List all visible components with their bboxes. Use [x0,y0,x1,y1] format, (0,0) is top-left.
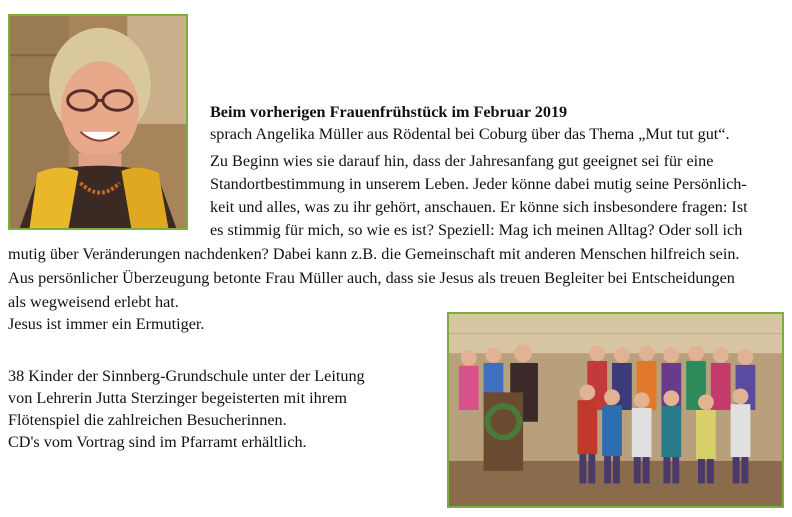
article-line-6: mutig über Veränderungen nachdenken? Dabei kann z.B. die Gemeinschaft mit anderen Menschen hilfreich sein. [8,245,740,263]
article-line-2-text: Zu Beginn wies sie darauf hin, dass der Jahresanfang gut geeignet sei für eine [210,152,714,170]
article-line-3: Standortbestimmung in unserem Leben. Jeder könne dabei mutig seine Persönlich- [210,175,747,193]
concert-line-1: 38 Kinder der Sinnberg-Grundschule unter der Leitung [8,367,365,385]
article-line-7: Aus persönlicher Überzeugung betonte Frau Müller auch, dass sie Jesus als treuen Begleiter bei Entscheidungen [8,269,735,287]
article-line-5: es stimmig für mich, so wie es ist? Speziell: Mag ich meinen Alltag? Oder soll ich [210,221,743,239]
choir-image [449,314,782,506]
concert-line-2: von Lehrerin Jutta Sterzinger begeisterten mit ihrem [8,389,347,407]
article-heading: Beim vorherigen Frauenfrühstück im Februar 2019 [210,103,568,121]
speaker-portrait-photo [8,14,188,230]
portrait-image [10,16,186,228]
concert-line-3: Flötenspiel die zahlreichen Besucherinnen. [8,411,287,429]
article-line-8: als wegweisend erlebt hat. [8,293,179,311]
article-line-9: Jesus ist immer ein Ermutiger. [8,315,205,333]
article-line-1: sprach Angelika Müller aus Rödental bei Coburg über das Thema „Mut tut gut“. [210,125,730,143]
concert-line-4: CD's vom Vortrag sind im Pfarramt erhältlich. [8,433,307,451]
children-choir-photo [447,312,784,508]
article-line-4: keit und alles, was zu ihr gehört, anschauen. Er könne sich insbesondere fragen: Ist [210,198,748,216]
article-line-2 [210,151,783,172]
